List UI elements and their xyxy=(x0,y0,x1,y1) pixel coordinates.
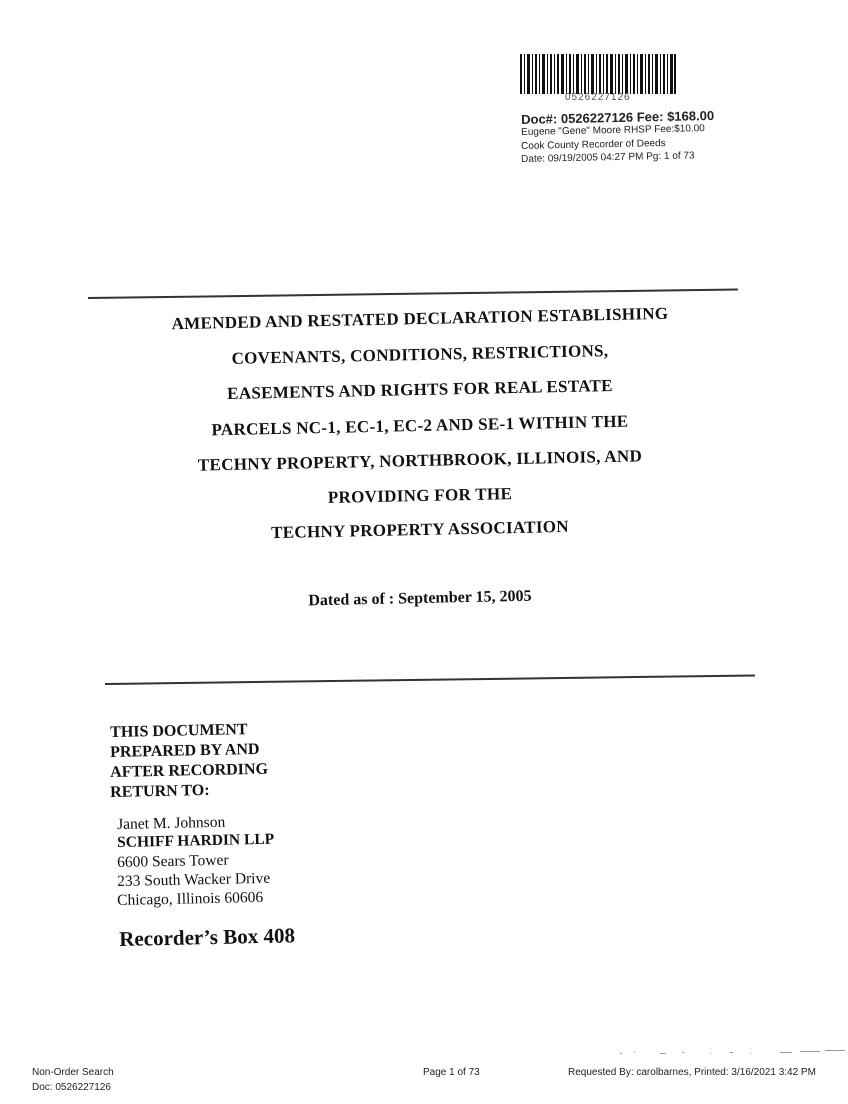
preparer-address-line: 233 South Wacker Drive xyxy=(117,869,271,890)
footer-page-number: Page 1 of 73 xyxy=(423,1067,480,1078)
prepared-by-heading: AFTER RECORDING xyxy=(110,760,269,781)
title-line: TECHNY PROPERTY, NORTHBROOK, ILLINOIS, AND xyxy=(197,446,643,475)
title-line: PARCELS NC-1, EC-1, EC-2 AND SE-1 WITHIN THE xyxy=(211,411,629,440)
stamp-date-pages: Date: 09/19/2005 04:27 PM Pg: 1 of 73 xyxy=(521,150,695,165)
preparer-name: Janet M. Johnson xyxy=(117,813,226,833)
footer-search-type: Non-Order Search xyxy=(32,1067,114,1078)
stamp-recorder-name: Eugene "Gene" Moore RHSP Fee:$10.00 xyxy=(521,123,705,138)
preparer-firm: SCHIFF HARDIN LLP xyxy=(117,830,275,851)
stamp-recorder-office: Cook County Recorder of Deeds xyxy=(521,137,666,152)
title-line: PROVIDING FOR THE xyxy=(327,484,513,507)
preparer-address-line: 6600 Sears Tower xyxy=(117,851,229,871)
divider-top xyxy=(88,288,738,299)
barcode-number: 0526227126 xyxy=(565,92,631,103)
prepared-by-heading: RETURN TO: xyxy=(110,781,210,801)
footer-doc-number: Doc: 0526227126 xyxy=(32,1082,111,1093)
preparer-city: Chicago, Illinois 60606 xyxy=(117,888,264,909)
title-line: COVENANTS, CONDITIONS, RESTRICTIONS, xyxy=(231,341,609,368)
stamp-doc-fee-line: Doc#: 0526227126 Fee: $168.00 xyxy=(521,107,715,127)
title-line: EASEMENTS AND RIGHTS FOR REAL ESTATE xyxy=(226,375,613,404)
recorders-box: Recorder’s Box 408 xyxy=(119,923,296,951)
prepared-by-heading: THIS DOCUMENT xyxy=(110,721,248,741)
scan-artifact xyxy=(620,1048,846,1056)
title-line: AMENDED AND RESTATED DECLARATION ESTABLISHING xyxy=(171,303,669,334)
dated-line: Dated as of : September 15, 2005 xyxy=(308,587,532,610)
title-line: TECHNY PROPERTY ASSOCIATION xyxy=(270,516,570,543)
barcode-graphic xyxy=(520,54,676,94)
divider-bottom xyxy=(105,674,755,685)
footer-requested-by: Requested By: carolbarnes, Printed: 3/16/2021 3:42 PM xyxy=(568,1067,816,1078)
prepared-by-heading: PREPARED BY AND xyxy=(110,740,260,761)
